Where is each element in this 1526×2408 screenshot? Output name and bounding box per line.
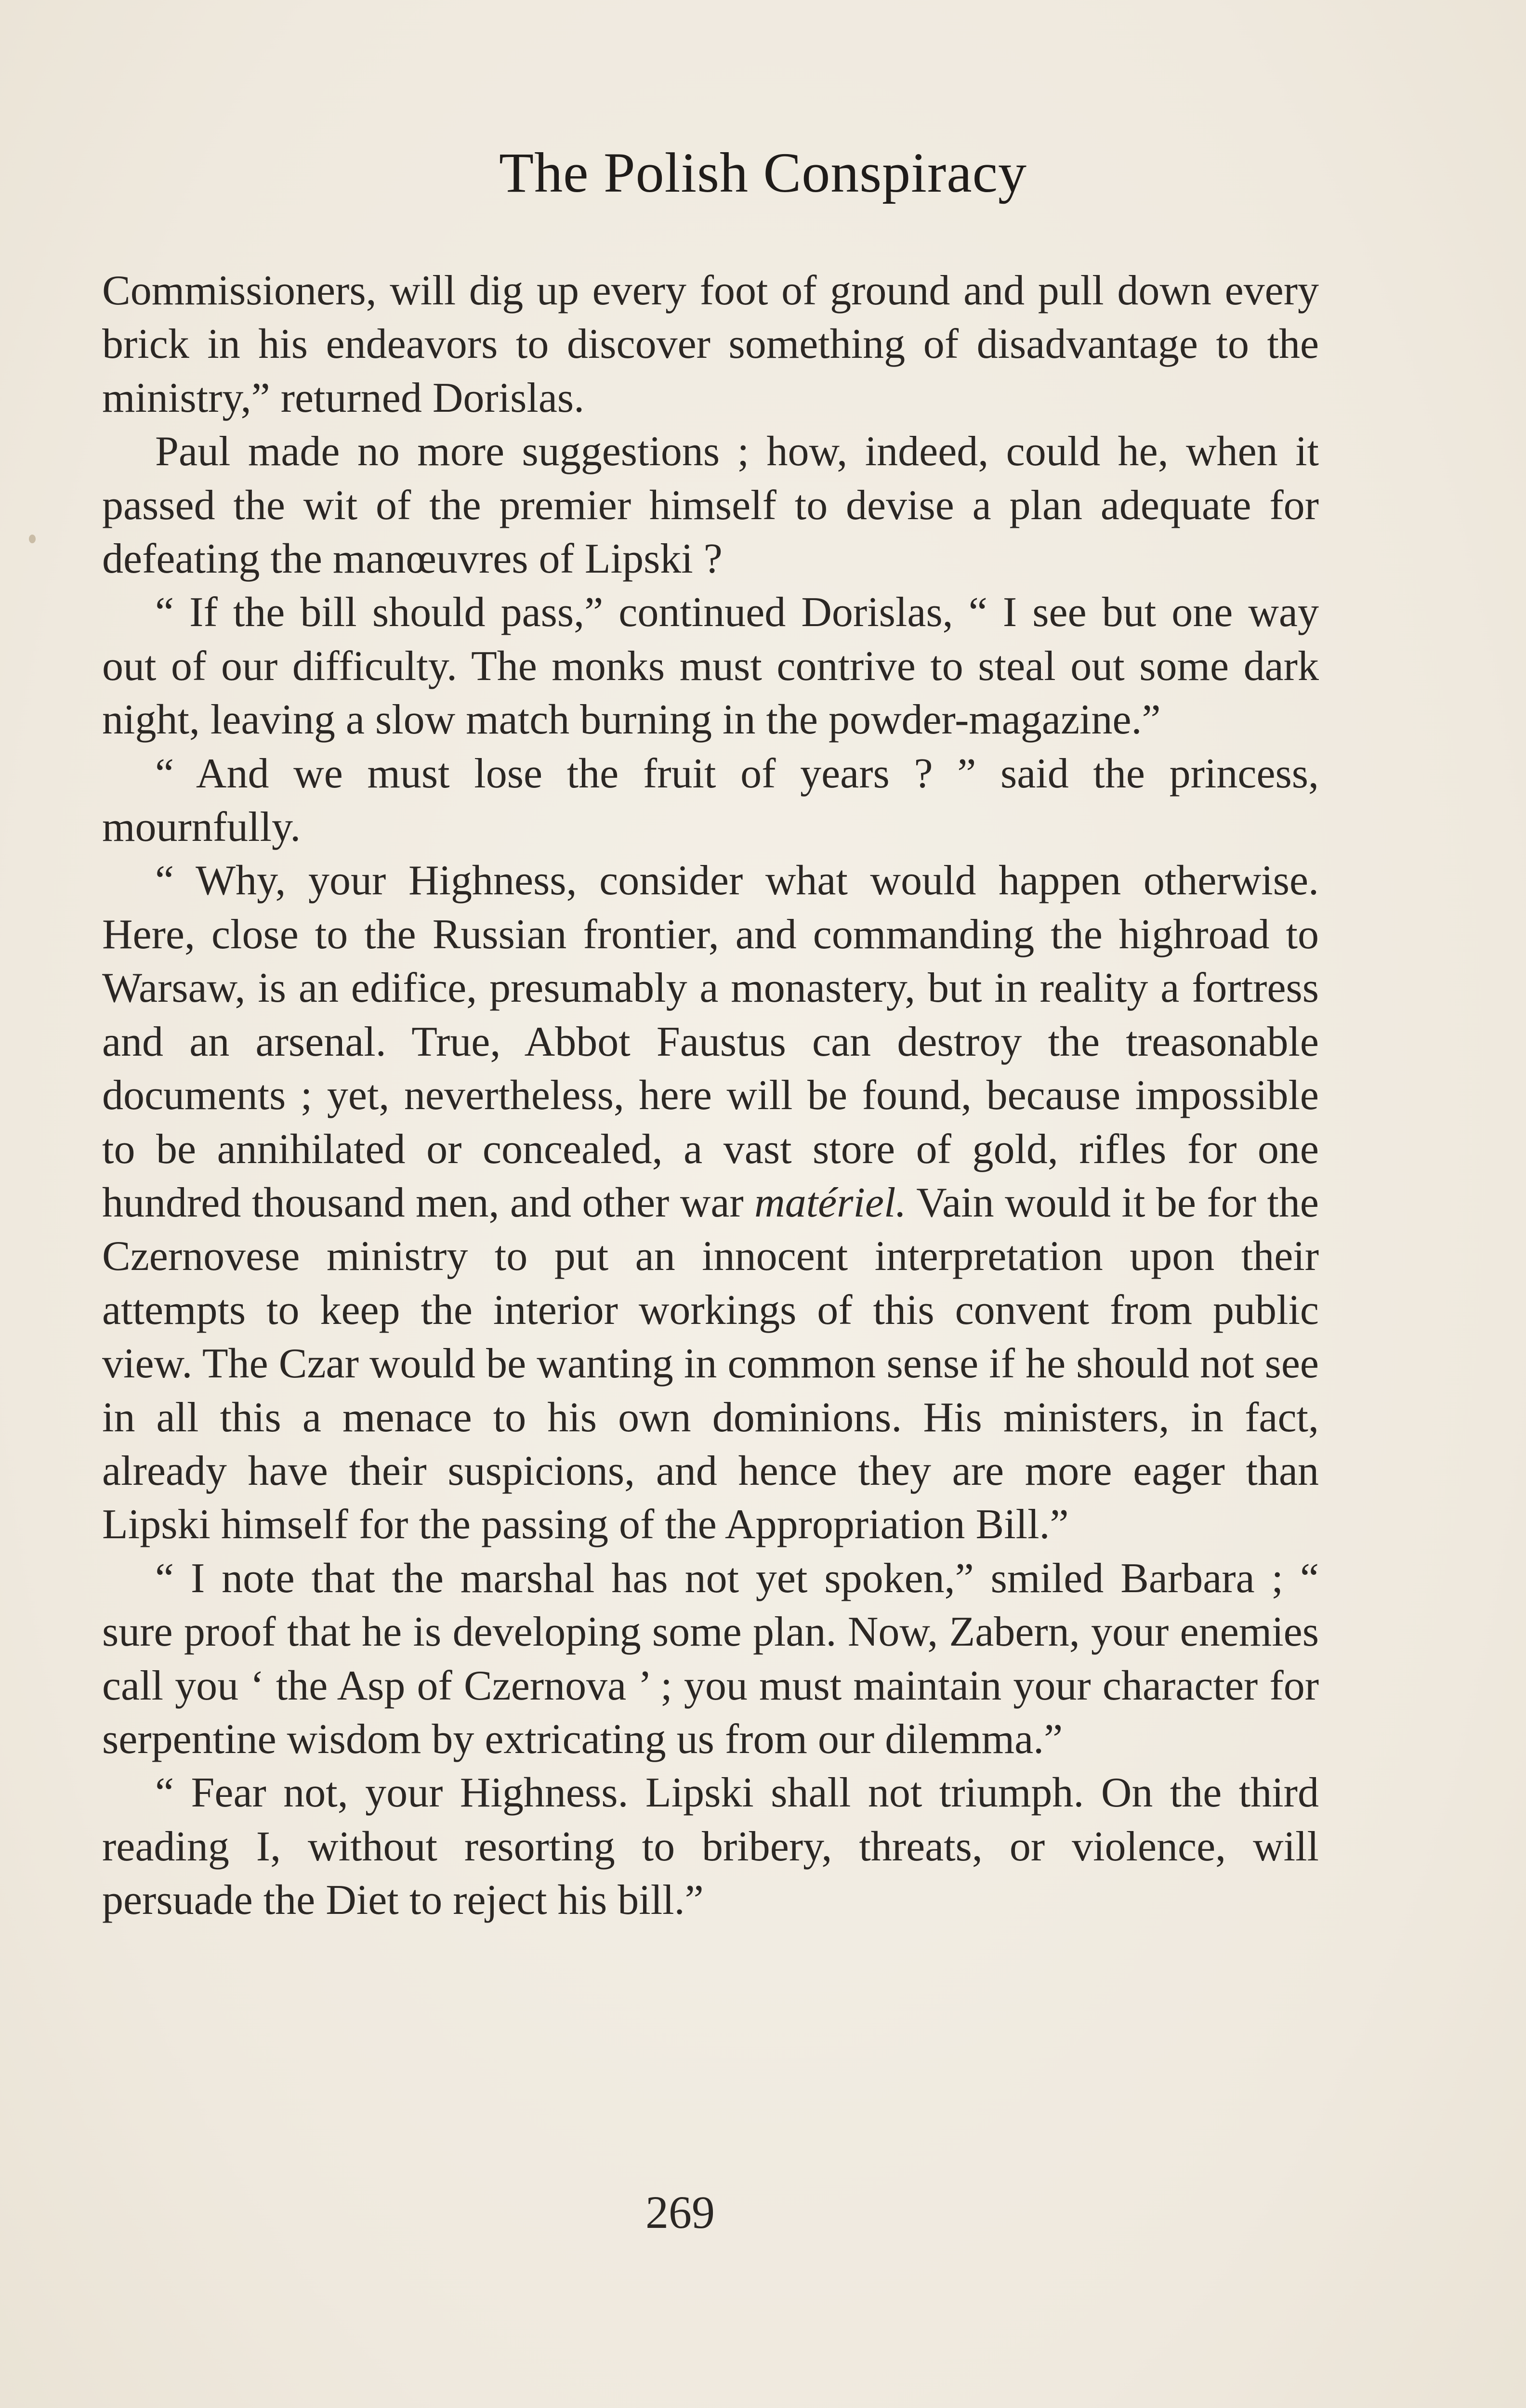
italic-word: matériel. — [754, 1179, 907, 1226]
paragraph-5-start: “ Why, your Highness, consider what would happen otherwise. Here, close to the Russian frontier, and commanding the highroad to Warsaw, is an edifice, presumably a monastery, but in reality a fortress and an arsenal. True, Abbot Faustus can destroy the treasonable documents ; yet, nevertheless, here will be found, because impossible to be annihilated or concealed, a vast store of gold, rifles for one hundred thousand men, and other war — [102, 857, 1319, 1226]
paragraph-4: “ And we must lose the fruit of years ? ” said the princess, mournfully. — [102, 750, 1319, 851]
paragraph-7: “ Fear not, your Highness. Lipski shall not triumph. On the third reading I, without resorting to bribery, threats, or violence, will persuade the Diet to reject his bill.” — [102, 1769, 1319, 1924]
paragraph-6: “ I note that the marshal has not yet spoken,” smiled Barbara ; “ sure proof that he is developing some plan. Now, Zabern, your enemies call you ‘ the Asp of Czernova ’ ; you must maintain your character for serpentine wisdom by extricating us from our dilemma.” — [102, 1555, 1319, 1763]
paragraph-1: Commissioners, will dig up every foot of ground and pull down every brick in his endeavors to discover something of disadvantage to the ministry,” returned Dorislas. — [102, 267, 1319, 421]
running-head: The Polish Conspiracy — [499, 141, 1027, 204]
paragraph-3: “ If the bill should pass,” continued Dorislas, “ I see but one way out of our difficulty. The monks must contrive to steal out some dark night, leaving a slow match burning in the powder-magazine.” — [102, 589, 1319, 744]
paragraph-5 — [102, 854, 1319, 1551]
body-text — [102, 264, 1319, 1927]
page-number: 269 — [645, 2186, 715, 2238]
paragraph-2: Paul made no more suggestions ; how, indeed, could he, when it passed the wit of the premier himself to devise a plan adequate for defeating the manœuvres of Lipski ? — [102, 428, 1319, 583]
paragraph-5-end: Vain would it be for the Czernovese ministry to put an innocent interpretation upon their attempts to keep the interior workings of this convent from public view. The Czar would be wanting in common sense if he should not see in all this a menace to his own dominions. His ministers, in fact, already have their suspicions, and hence they are more eager than Lipski himself for the passing of the Appropriation Bill.” — [102, 1179, 1319, 1548]
paper-speck — [29, 535, 36, 543]
